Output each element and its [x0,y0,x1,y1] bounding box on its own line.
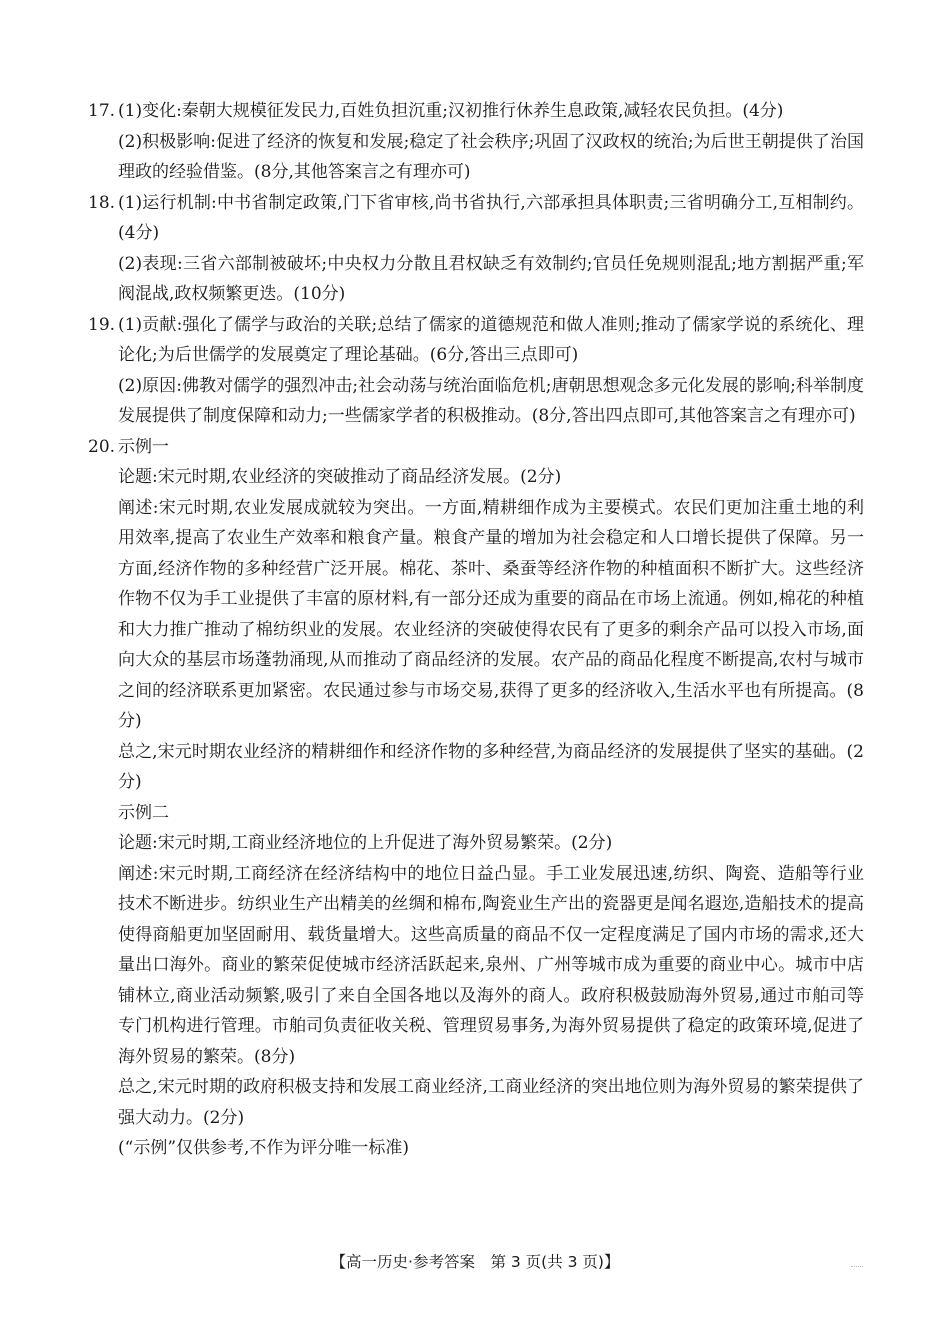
answer-part-1: (1)运行机制:中书省制定政策,门下省审核,尚书省执行,六部承担具体职责;三省明确分工,互相制约。(4分) [118,192,864,243]
example-2-title: 示例二 [118,802,169,823]
example-1-thesis: 论题:宋元时期,农业经济的突破推动了商品经济发展。(2分) [118,467,562,487]
question-number: 19. [88,314,116,335]
example-2-thesis: 论题:宋元时期,工商业经济地位的上升促进了海外贸易繁荣。(2分) [118,833,613,853]
footer-decoration [851,1262,863,1267]
question-17 [88,96,864,188]
question-18 [88,188,864,310]
question-19 [88,310,864,432]
answer-part-2: (2)原因:佛教对儒学的强烈冲击;社会动荡与统治面临危机;唐朝思想观念多元化发展的影响;科举制度发展提供了制度保障和动力;一些儒家学者的积极推动。(8分,答出四点即可,其他答案言之有理亦可) [118,375,864,426]
page-footer: 【高一历史·参考答案 第 3 页(共 3 页)】 [330,1253,620,1271]
question-number: 18. [88,192,116,213]
answer-part-1: (1)贡献:强化了儒学与政治的关联;总结了儒家的道德规范和做人准则;推动了儒家学说的系统化、理论化;为后世儒学的发展奠定了理论基础。(6分,答出三点即可) [118,314,864,365]
example-1-conclusion: 总之,宋元时期农业经济的精耕细作和经济作物的多种经营,为商品经济的发展提供了坚实的基础。(2分) [118,741,864,792]
example-1-argument: 阐述:宋元时期,农业发展成就较为突出。一方面,精耕细作成为主要模式。农民们更加注重土地的利用效率,提高了农业生产效率和粮食产量。粮食产量的增加为社会稳定和人口增长提供了保障。另一方面,经济作物的多种经营广泛开展。棉花、茶叶、桑蚕等经济作物的种植面积不断扩大。这些经济作物不仅为手工业提供了丰富的原材料,有一部分还成为重要的商品在市场上流通。例如,棉花的种植和大力推广推动了棉纺织业的发展。农业经济的突破使得农民有了更多的剩余产品可以投入市场,面向大众的基层市场蓬勃涌现,从而推动了商品经济的发展。农产品的商品化程度不断提高,农村与城市之间的经济联系更加紧密。农民通过参与市场交易,获得了更多的经济收入,生活水平也有所提高。(8分) [118,497,864,731]
answer-part-2: (2)表现:三省六部制被破坏;中央权力分散且君权缺乏有效制约;官员任免规则混乱;地方割据严重;军阀混战,政权频繁更迭。(10分) [118,253,864,304]
question-number: 17. [88,101,116,121]
question-number: 20. [88,436,116,457]
example-2-conclusion: 总之,宋元时期的政府积极支持和发展工商业经济,工商业经济的突出地位则为海外贸易的繁荣提供了强大动力。(2分) [118,1077,864,1128]
example-1-title: 示例一 [118,436,169,457]
example-2-argument: 阐述:宋元时期,工商经济在经济结构中的地位日益凸显。手工业发展迅速,纺织、陶瓷、造船等行业技术不断进步。纺织业生产出精美的丝绸和棉布,陶瓷业生产出的瓷器更是闻名遐迩,造船技术的提高使得商船更加坚固耐用、载货量增大。这些高质量的商品不仅一定程度满足了国内市场的需求,还大量出口海外。商业的繁荣促使城市经济活跃起来,泉州、广州等城市成为重要的商业中心。城市中店铺林立,商业活动频繁,吸引了来自全国各地以及海外的商人。政府积极鼓励海外贸易,通过市舶司等专门机构进行管理。市舶司负责征收关税、管理贸易事务,为海外贸易提供了稳定的政策环境,促进了海外贸易的繁荣。(8分) [118,863,864,1067]
answer-part-1: (1)变化:秦朝大规模征发民力,百姓负担沉重;汉初推行休养生息政策,减轻农民负担。(4分) [118,101,784,121]
scoring-note: (“示例”仅供参考,不作为评分唯一标准) [118,1138,410,1158]
question-20 [88,432,864,1164]
answer-content [88,96,864,1164]
answer-part-2: (2)积极影响:促进了经济的恢复和发展;稳定了社会秩序;巩固了汉政权的统治;为后世王朝提供了治国理政的经验借鉴。(8分,其他答案言之有理亦可) [118,131,864,182]
